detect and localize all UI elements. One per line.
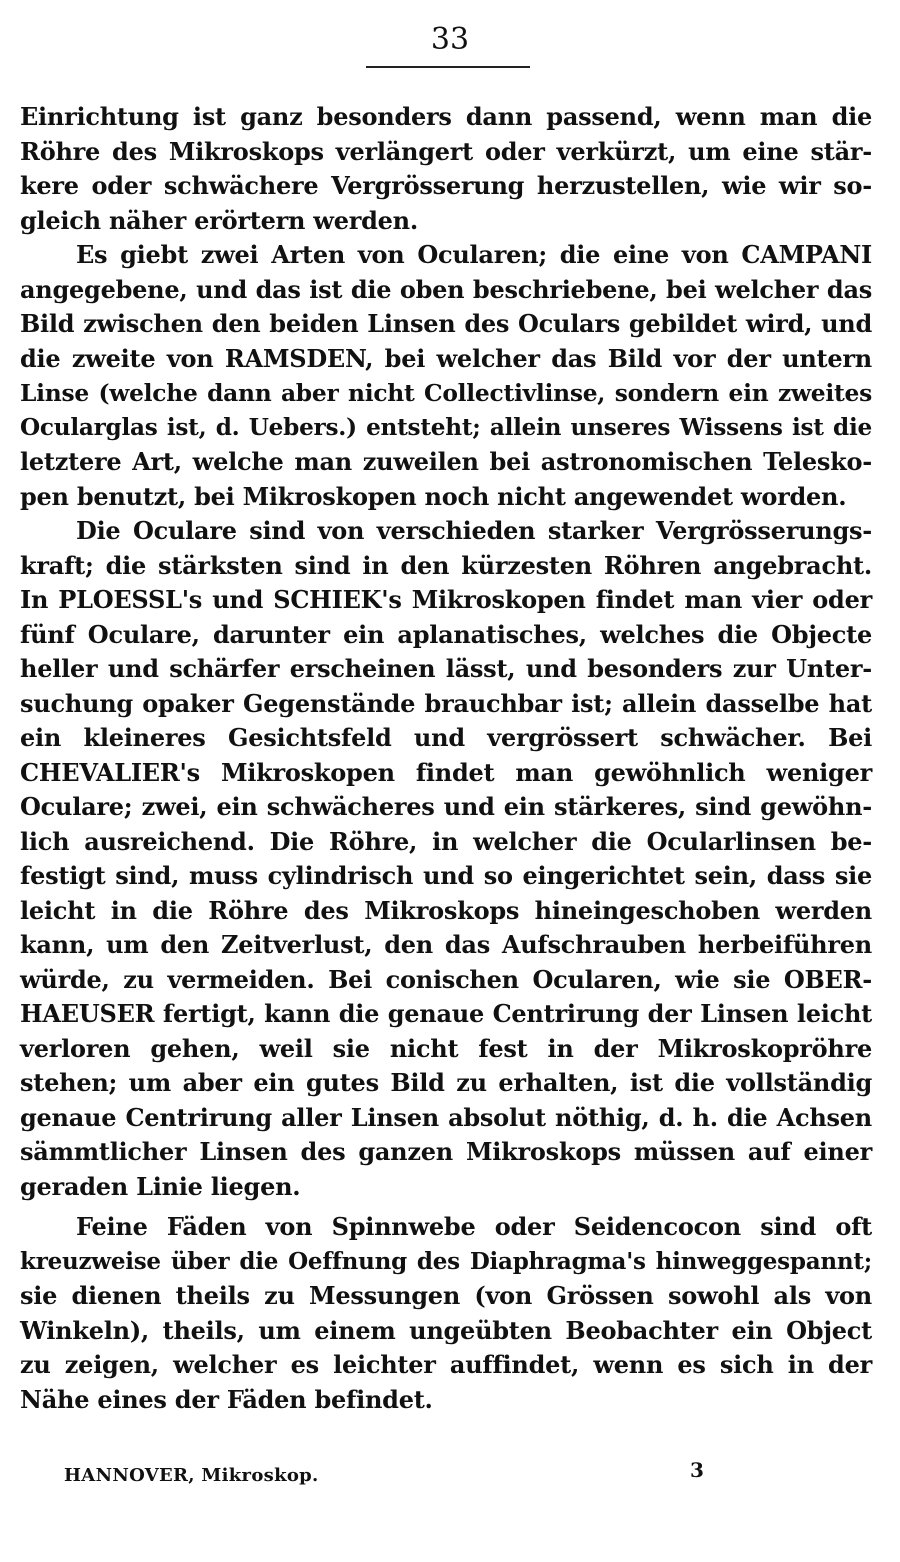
text-line: genaue Centrirung aller Linsen absolut nöthig, d. h. die Achsen: [20, 1102, 872, 1132]
text-line: würde, zu vermeiden. Bei conischen Ocularen, wie sie OBER-: [20, 964, 872, 994]
text-line: gleich näher erörtern werden.: [20, 205, 418, 235]
text-line: suchung opaker Gegenstände brauchbar ist; allein dasselbe hat: [20, 688, 872, 718]
text-line: Bild zwischen den beiden Linsen des Oculars gebildet wird, und: [20, 309, 872, 338]
text-line: kraft; die stärksten sind in den kürzesten Röhren angebracht.: [20, 550, 872, 580]
text-line: sie dienen theils zu Messungen (von Grössen sowohl als von: [20, 1281, 872, 1310]
signature-line: HANNOVER, Mikroskop.: [64, 1465, 319, 1486]
paragraph-4: [20, 1210, 872, 1417]
paragraph-3: [20, 514, 872, 1204]
body-text: [20, 100, 872, 1417]
text-line: verloren gehen, weil sie nicht fest in der Mikroskopröhre: [20, 1033, 872, 1063]
text-line: pen benutzt, bei Mikroskopen noch nicht angewendet worden.: [20, 481, 847, 511]
text-line: leicht in die Röhre des Mikroskops hineingeschoben werden: [20, 895, 872, 925]
text-line: In PLOESSL's und SCHIEK's Mikroskopen findet man vier oder: [20, 585, 872, 614]
text-line: sämmtlicher Linsen des ganzen Mikroskops müssen auf einer: [20, 1137, 872, 1166]
text-line: Oculare; zwei, ein schwächeres und ein stärkeres, sind gewöhn-: [20, 792, 872, 821]
paragraph-1: [20, 100, 872, 238]
text-line: Einrichtung ist ganz besonders dann passend, wenn man die: [20, 102, 872, 131]
text-line: kann, um den Zeitverlust, den das Aufschrauben herbeiführen: [20, 930, 872, 959]
header-rule: [366, 66, 530, 68]
text-line: Es giebt zwei Arten von Ocularen; die eine von CAMPANI: [76, 240, 872, 269]
text-line: Ocularglas ist, d. Uebers.) entsteht; allein unseres Wissens ist die: [20, 413, 872, 441]
text-line: kreuzweise über die Oeffnung des Diaphragma's hinweggespannt;: [20, 1247, 872, 1275]
sheet-mark: 3: [690, 1458, 704, 1482]
text-line: HAEUSER fertigt, kann die genaue Centrirung der Linsen leicht: [20, 999, 872, 1028]
text-line: kere oder schwächere Vergrösserung herzustellen, wie wir so-: [20, 171, 872, 200]
text-line: Nähe eines der Fäden befindet.: [20, 1384, 433, 1414]
paragraph-2: [20, 238, 872, 514]
page-number: 33: [430, 22, 470, 57]
text-line: CHEVALIER's Mikroskopen findet man gewöhnlich weniger: [20, 757, 872, 787]
text-line: heller und schärfer erscheinen lässt, und besonders zur Unter-: [20, 654, 872, 683]
text-line: die zweite von RAMSDEN, bei welcher das Bild vor der untern: [20, 343, 872, 373]
text-line: Die Oculare sind von verschieden starker Vergrösserungs-: [76, 516, 872, 545]
text-line: Winkeln), theils, um einem ungeübten Beobachter ein Object: [20, 1315, 872, 1345]
text-line: geraden Linie liegen.: [20, 1171, 301, 1201]
text-line: stehen; um aber ein gutes Bild zu erhalten, ist die vollständig: [20, 1068, 872, 1097]
text-line: letztere Art, welche man zuweilen bei astronomischen Telesko-: [20, 447, 872, 476]
text-line: zu zeigen, welcher es leichter auffindet, wenn es sich in der: [20, 1350, 872, 1379]
text-line: Feine Fäden von Spinnwebe oder Seidencocon sind oft: [76, 1212, 872, 1241]
text-line: angegebene, und das ist die oben beschriebene, bei welcher das: [20, 274, 872, 304]
text-line: Röhre des Mikroskops verlängert oder verkürzt, um eine stär-: [20, 136, 872, 166]
text-line: lich ausreichend. Die Röhre, in welcher die Ocularlinsen be-: [20, 826, 872, 856]
text-line: Linse (welche dann aber nicht Collectivlinse, sondern ein zweites: [20, 379, 872, 407]
text-line: fünf Oculare, darunter ein aplanatisches, welches die Objecte: [20, 619, 872, 649]
text-line: festigt sind, muss cylindrisch und so eingerichtet sein, dass sie: [20, 861, 872, 890]
text-line: ein kleineres Gesichtsfeld und vergrössert schwächer. Bei: [20, 723, 872, 752]
